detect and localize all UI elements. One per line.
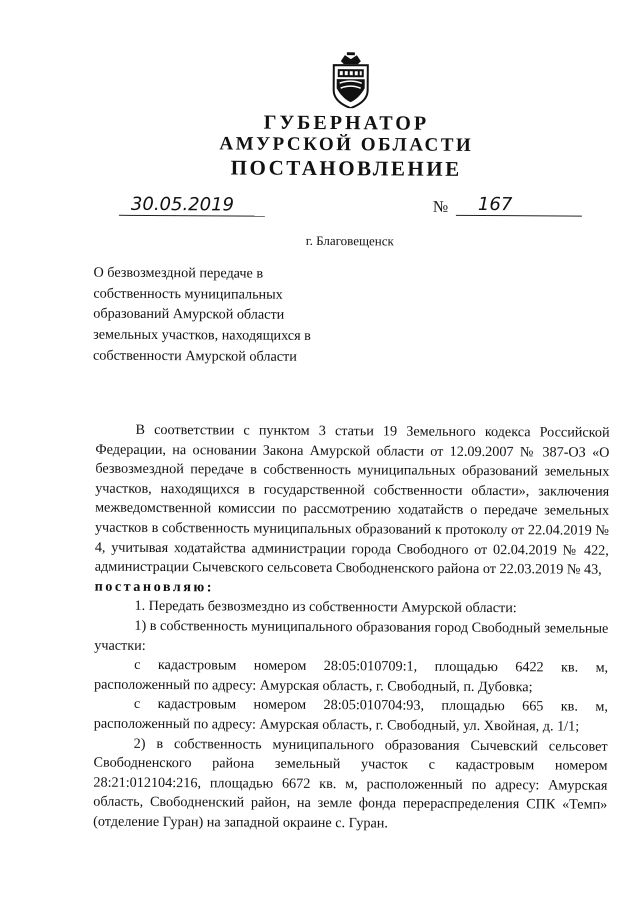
issuer-title: ГУБЕРНАТОР [263,111,430,135]
issuer-region: АМУРСКОЙ ОБЛАСТИ [219,133,474,156]
amur-region-coat-of-arms-icon [329,52,373,108]
preamble-paragraph: В соответствии с пунктом 3 статьи 19 Земельного кодекса Российской Федерации, на основании Закона Амурской области от 12.09.2007 № 387-ОЗ «О безвозмездной передаче в собственность муниципальных образований земельных участков, находящихся в государственной собственности области», заключения межведомственной комиссии по рассмотрению ходатайств о передаче земельных участков в собственность муниципальных образований к протоколу от 22.04.2019 № 4, учитывая ходатайства администрации города Свободного от 02.04.2019 № 422, администрации Сычевского сельсовета Свободненского района от 22.03.2019 № 43, [94,421,610,578]
item-1: 1. Передать безвозмездно из собственности Амурской области: [134,598,517,617]
document-date: 30.05.2019 [119,195,265,217]
item-1-1: 1) в собственность муниципального образования город Свободный земельные участки: [94,617,609,654]
parcel-b: с кадастровым номером 28:05:010704:93, площадью 665 кв. м, расположенный по адресу: Амурская область, г. Свободный, ул. Хвойная, д. 1/1; [93,696,608,735]
city: г. Благовещенск [305,232,394,249]
number-label: № [432,198,449,216]
document-body [93,421,610,836]
item-1-2: 2) в собственность муниципального образования Сычевский сельсовет Свободненского района земельный участок с кадастровым номером 28:21:012104:216, площадью 6672 кв. м, расположенный по адресу: Амурская область, Свободненский район, на земле фонда перераспределения СПК «Темп» (отделение Гуран) на западной окраине с. Гуран. [93,735,608,832]
document-type: ПОСТАНОВЛЕНИЕ [230,155,462,181]
resolve-word: постановляю: [94,578,215,596]
document-number: 167 [456,195,582,217]
parcel-a: с кадастровым номером 28:05:010709:1, площадью 6422 кв. м, расположенный по адресу: Амурская область, г. Свободный, п. Дубовка; [93,656,609,696]
document-title: О безвозмездной передаче в собственность муниципальных образований Амурской области земельных участков, находящихся в собственности Амурской области [92,264,311,365]
